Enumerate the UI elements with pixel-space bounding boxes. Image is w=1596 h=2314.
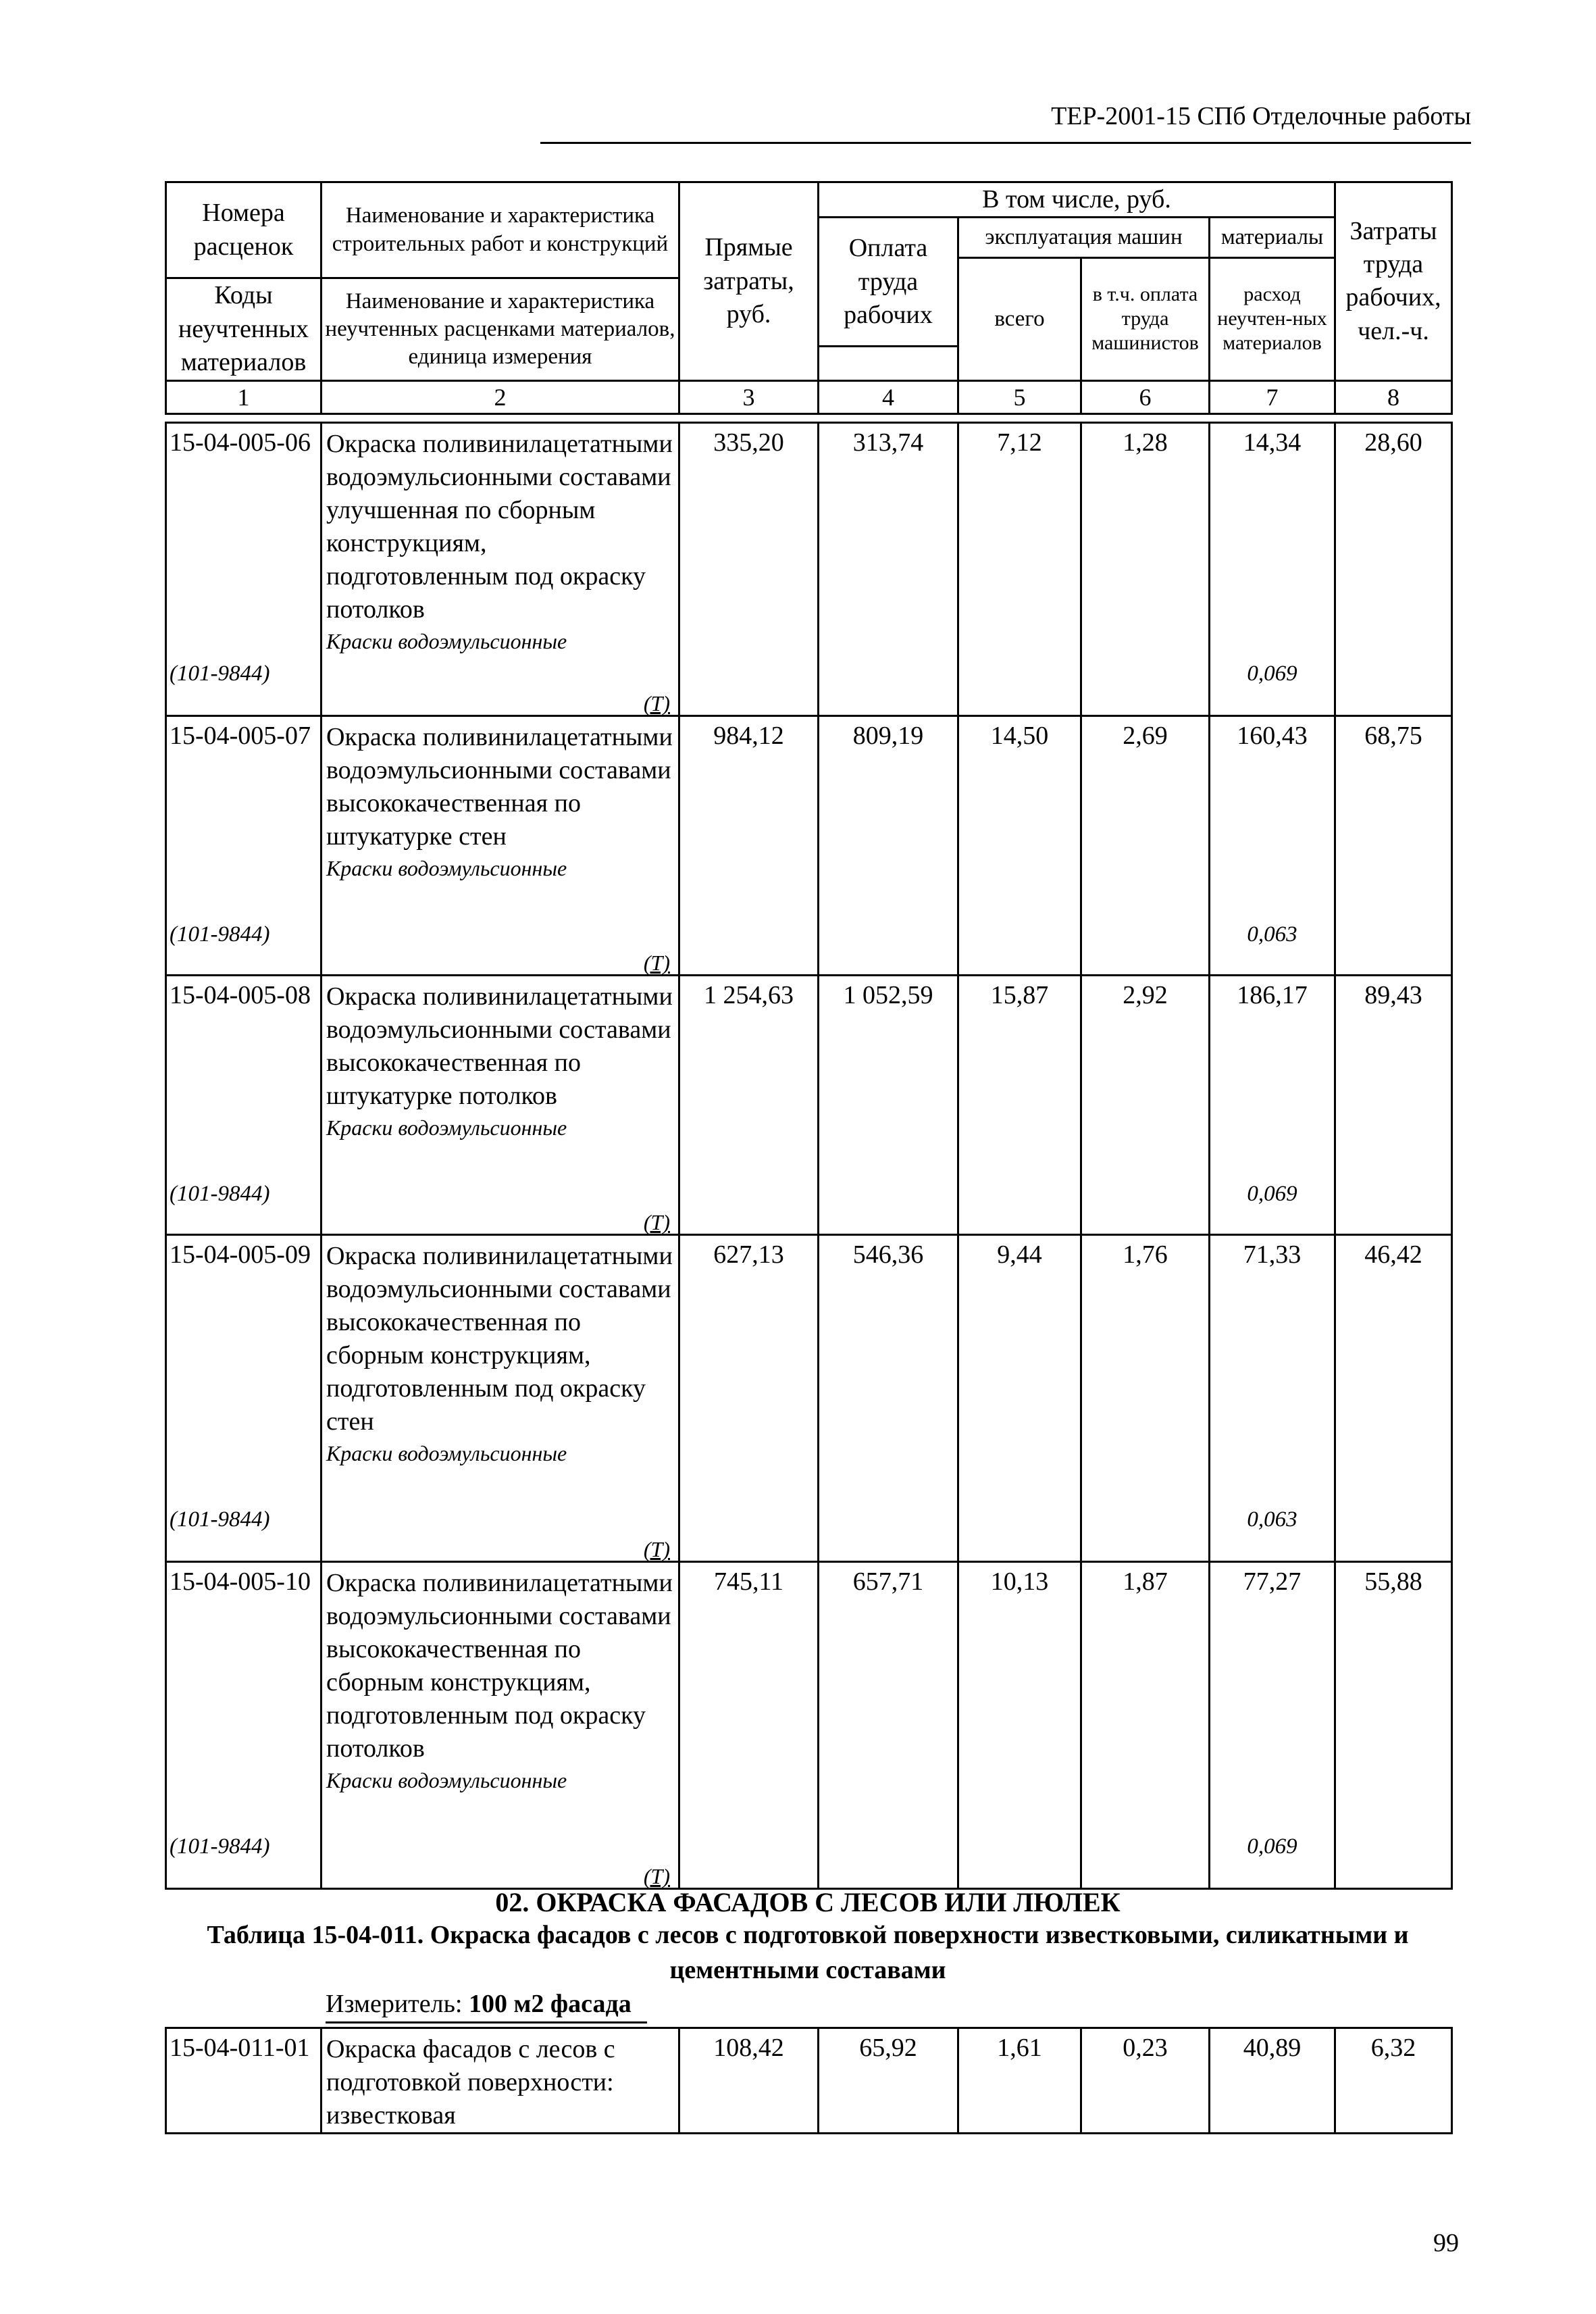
- materials-cost: 71,33: [1243, 1240, 1302, 1269]
- rate-description: Окраска поливинилацетатными водоэмульсионными составами высококачественная по штукатурке потолков: [326, 982, 673, 1110]
- section-title: 02. ОКРАСКА ФАСАДОВ С ЛЕСОВ ИЛИ ЛЮЛЕК: [495, 1887, 1121, 1917]
- rate-code: 15-04-011-01: [166, 2028, 321, 2134]
- rate-code-cell: [166, 1235, 321, 1562]
- material-quantity: 0,069: [1247, 1182, 1297, 1206]
- table-row: [166, 2028, 1452, 2134]
- machines-total: 1,61: [958, 2028, 1081, 2134]
- labor-pay: 657,71: [819, 1562, 958, 1889]
- unit-mark: (Т): [643, 691, 670, 715]
- material-name: Краски водоэмульсионные: [326, 629, 567, 653]
- direct-cost: 108,42: [679, 2028, 819, 2134]
- machinists-pay: 1,28: [1081, 423, 1210, 716]
- materials-cost: 77,27: [1243, 1567, 1302, 1596]
- description-cell: [321, 1235, 679, 1562]
- table-row: [166, 423, 1452, 716]
- labor-pay: 313,74: [819, 423, 958, 716]
- rate-code: 15-04-005-09: [170, 1240, 311, 1269]
- material-name: Краски водоэмульсионные: [326, 1115, 567, 1140]
- labor-pay: 65,92: [819, 2028, 958, 2134]
- materials-cost: 40,89: [1210, 2028, 1335, 2134]
- material-code: (101-9844): [170, 922, 270, 947]
- col-number: 5: [958, 380, 1081, 414]
- col-number: 6: [1081, 380, 1210, 414]
- table-row: [166, 716, 1452, 976]
- table-header: [165, 181, 1453, 415]
- header-cell-material-qty: расход неучтен-ных материалов: [1210, 258, 1335, 380]
- header-cell-machines: эксплуатация машин: [958, 218, 1210, 258]
- col-number: 8: [1335, 380, 1452, 414]
- description-cell: [321, 423, 679, 716]
- labor-hours: 46,42: [1335, 1235, 1452, 1562]
- materials-cost: 14,34: [1243, 428, 1302, 457]
- machinists-pay: 1,87: [1081, 1562, 1210, 1889]
- header-cell-number: Номера расценок: [166, 182, 321, 278]
- machines-total: 7,12: [958, 423, 1081, 716]
- labor-hours: 89,43: [1335, 976, 1452, 1235]
- header-cell-machinists-pay: в т.ч. оплата труда машинистов: [1081, 258, 1210, 380]
- header-cell-materials: материалы: [1210, 218, 1335, 258]
- running-title: ТЕР-2001-15 СПб Отделочные работы: [1051, 102, 1471, 130]
- rate-code-cell: [166, 1562, 321, 1889]
- labor-pay: 546,36: [819, 1235, 958, 1562]
- materials-cell: [1210, 1562, 1335, 1889]
- meter-value: 100 м2 фасада: [469, 1990, 632, 2018]
- rate-code-cell: [166, 423, 321, 716]
- machinists-pay: 0,23: [1081, 2028, 1210, 2134]
- col-number: 4: [819, 380, 958, 414]
- materials-cost: 186,17: [1237, 981, 1308, 1009]
- header-cell-labor-hours: Затраты труда рабочих, чел.-ч.: [1335, 182, 1452, 381]
- direct-cost: 745,11: [679, 1562, 819, 1889]
- table-row: [166, 1562, 1452, 1889]
- labor-pay: 809,19: [819, 716, 958, 976]
- materials-cell: [1210, 716, 1335, 976]
- header-cell-material-names: Наименование и характеристика неучтенных расценками материалов, единица измерения: [321, 278, 679, 380]
- material-name: Краски водоэмульсионные: [326, 1441, 567, 1465]
- machinists-pay: 1,76: [1081, 1235, 1210, 1562]
- rate-code: 15-04-005-06: [170, 428, 311, 457]
- material-name: Краски водоэмульсионные: [326, 1768, 567, 1792]
- rate-code-cell: [166, 976, 321, 1235]
- materials-cost: 160,43: [1237, 722, 1308, 750]
- col-number: 2: [321, 380, 679, 414]
- direct-cost: 1 254,63: [679, 976, 819, 1235]
- header-rule: [540, 142, 1471, 144]
- rate-code: 15-04-005-08: [170, 981, 311, 1009]
- machines-total: 10,13: [958, 1562, 1081, 1889]
- material-quantity: 0,069: [1247, 661, 1297, 686]
- machinists-pay: 2,69: [1081, 716, 1210, 976]
- header-cell-material-codes: Коды неучтенных материалов: [166, 278, 321, 380]
- labor-hours: 55,88: [1335, 1562, 1452, 1889]
- unit-mark: (Т): [643, 1537, 670, 1561]
- rate-description: Окраска поливинилацетатными водоэмульсионными составами высококачественная по сборным конструкциям, подготовленным под окраску потолков: [326, 1569, 673, 1763]
- description-cell: [321, 976, 679, 1235]
- table-row: [166, 1235, 1452, 1562]
- labor-hours: 6,32: [1335, 2028, 1452, 2134]
- col-number: 7: [1210, 380, 1335, 414]
- rate-code: 15-04-005-07: [170, 722, 311, 750]
- col-number: 3: [679, 380, 819, 414]
- machines-total: 14,50: [958, 716, 1081, 976]
- labor-pay: 1 052,59: [819, 976, 958, 1235]
- material-code: (101-9844): [170, 661, 270, 686]
- direct-cost: 627,13: [679, 1235, 819, 1562]
- description-cell: [321, 716, 679, 976]
- unit-mark: (Т): [643, 1864, 670, 1888]
- header-cell-name: Наименование и характеристика строительных работ и конструкций: [321, 182, 679, 278]
- meter-label: Измеритель:: [326, 1990, 463, 2018]
- labor-hours: 68,75: [1335, 716, 1452, 976]
- materials-cell: [1210, 423, 1335, 716]
- material-quantity: 0,063: [1247, 1507, 1297, 1532]
- rate-code: 15-04-005-10: [170, 1567, 311, 1596]
- materials-cell: [1210, 1235, 1335, 1562]
- machines-total: 15,87: [958, 976, 1081, 1235]
- material-quantity: 0,069: [1247, 1834, 1297, 1859]
- header-cell-group: В том числе, руб.: [819, 182, 1335, 218]
- rate-code-cell: [166, 716, 321, 976]
- header-cell-machines-total: всего: [958, 258, 1081, 380]
- machinists-pay: 2,92: [1081, 976, 1210, 1235]
- labor-hours: 28,60: [1335, 423, 1452, 716]
- description-cell: [321, 1562, 679, 1889]
- material-code: (101-9844): [170, 1182, 270, 1206]
- direct-cost: 335,20: [679, 423, 819, 716]
- meter-underline: [326, 2021, 647, 2023]
- material-name: Краски водоэмульсионные: [326, 856, 567, 880]
- material-quantity: 0,063: [1247, 922, 1297, 947]
- header-cell-labor-pay: Оплата труда рабочих: [819, 218, 958, 347]
- rates-table: [165, 422, 1453, 1890]
- machines-total: 9,44: [958, 1235, 1081, 1562]
- unit-mark: (Т): [643, 1210, 670, 1234]
- unit-mark: (Т): [643, 951, 670, 975]
- meter-line: [326, 1989, 632, 2019]
- material-code: (101-9844): [170, 1507, 270, 1532]
- direct-cost: 984,12: [679, 716, 819, 976]
- page-number: 99: [1433, 2229, 1459, 2257]
- rate-description: Окраска поливинилацетатными водоэмульсионными составами улучшенная по сборным конструкциям, подготовленным под окраску потолков: [326, 430, 673, 624]
- header-cell-direct: Прямые затраты, руб.: [679, 182, 819, 381]
- rate-description: Окраска поливинилацетатными водоэмульсионными составами высококачественная по штукатурке стен: [326, 723, 673, 851]
- rate-description: Окраска фасадов с лесов с подготовкой поверхности: известковая: [321, 2028, 679, 2134]
- rate-description: Окраска поливинилацетатными водоэмульсионными составами высококачественная по сборным конструкциям, подготовленным под окраску стен: [326, 1242, 673, 1436]
- materials-cell: [1210, 976, 1335, 1235]
- col-number: 1: [166, 380, 321, 414]
- facade-table: [165, 2027, 1453, 2134]
- table-title: Таблица 15-04-011. Окраска фасадов с лесов с подготовкой поверхности известковыми, силикатными и цементными составами: [207, 1921, 1409, 1984]
- table-row: [166, 976, 1452, 1235]
- material-code: (101-9844): [170, 1834, 270, 1859]
